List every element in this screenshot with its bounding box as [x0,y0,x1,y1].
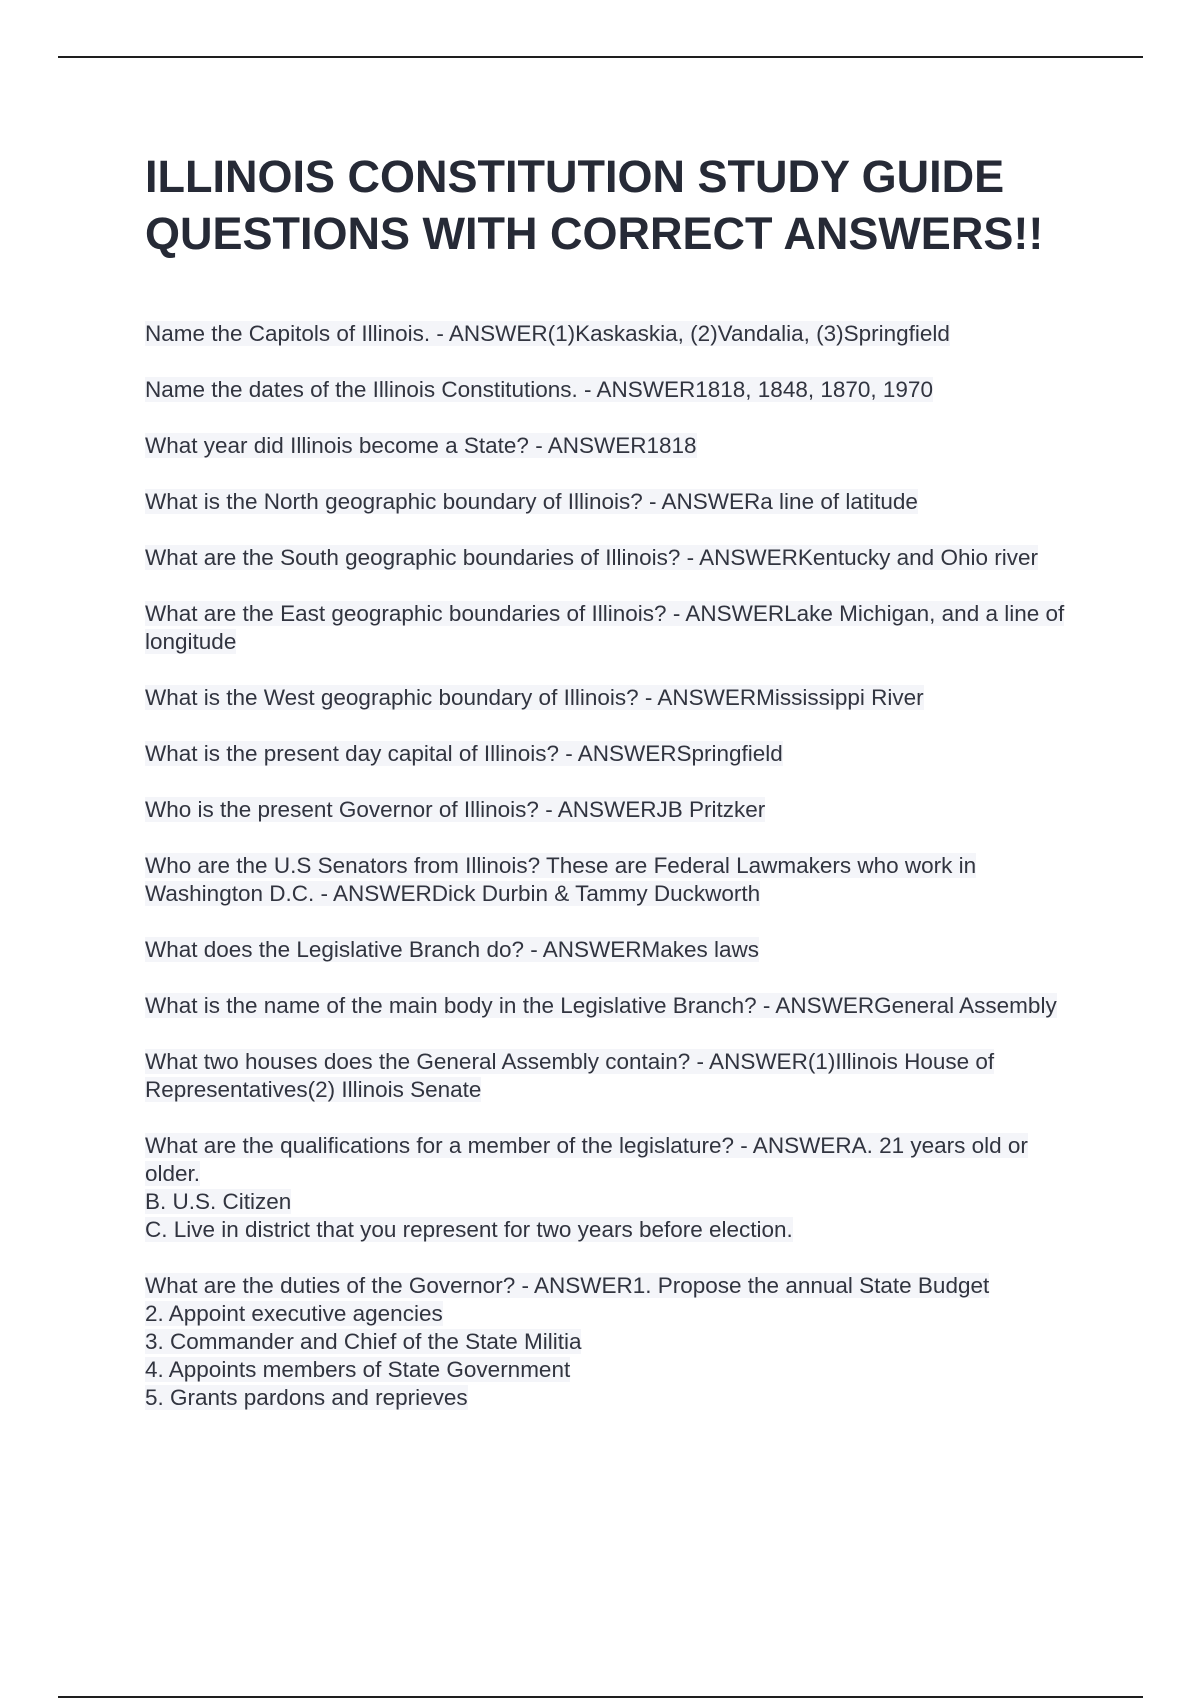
qa-text: What two houses does the General Assembly contain? - ANSWER(1)Illinois House of Representatives(2) Illinois Senate [145,1049,995,1102]
qa-text: 2. Appoint executive agencies [145,1301,443,1326]
qa-item [145,320,1065,348]
bottom-rule [58,1696,1143,1698]
qa-text: What year did Illinois become a State? - ANSWER1818 [145,433,697,458]
qa-item [145,432,1065,460]
qa-text: 3. Commander and Chief of the State Militia [145,1329,582,1354]
qa-item [145,936,1065,964]
qa-text: Who are the U.S Senators from Illinois? These are Federal Lawmakers who work in Washington D.C. - ANSWERDick Durbin & Tammy Duckworth [145,853,977,906]
qa-text: Name the dates of the Illinois Constitutions. - ANSWER1818, 1848, 1870, 1970 [145,377,933,402]
qa-item [145,992,1065,1020]
qa-list [145,320,1065,1412]
qa-text: 5. Grants pardons and reprieves [145,1385,468,1410]
qa-item [145,376,1065,404]
qa-text: What are the South geographic boundaries of Illinois? - ANSWERKentucky and Ohio river [145,545,1038,570]
qa-item [145,740,1065,768]
qa-item [145,1132,1065,1244]
qa-item [145,1272,1065,1412]
qa-text: What is the present day capital of Illinois? - ANSWERSpringfield [145,741,783,766]
qa-item [145,796,1065,824]
qa-item [145,852,1065,908]
qa-text: What is the name of the main body in the Legislative Branch? - ANSWERGeneral Assembly [145,993,1057,1018]
qa-item [145,600,1065,656]
qa-text: Who is the present Governor of Illinois? - ANSWERJB Pritzker [145,797,766,822]
document-body [145,148,1065,1440]
qa-text: 4. Appoints members of State Government [145,1357,571,1382]
qa-item [145,544,1065,572]
qa-item [145,684,1065,712]
top-rule [58,56,1143,58]
qa-text: What are the duties of the Governor? - ANSWER1. Propose the annual State Budget [145,1273,990,1298]
qa-text: What is the West geographic boundary of Illinois? - ANSWERMississippi River [145,685,924,710]
qa-text: Name the Capitols of Illinois. - ANSWER(1)Kaskaskia, (2)Vandalia, (3)Springfield [145,321,950,346]
qa-text: What does the Legislative Branch do? - ANSWERMakes laws [145,937,760,962]
qa-text: What is the North geographic boundary of Illinois? - ANSWERa line of latitude [145,489,918,514]
qa-text: What are the qualifications for a member of the legislature? - ANSWERA. 21 years old or older. [145,1133,1028,1186]
qa-text: What are the East geographic boundaries of Illinois? - ANSWERLake Michigan, and a line of longitude [145,601,1065,654]
qa-text: B. U.S. Citizen [145,1189,292,1214]
document-title: ILLINOIS CONSTITUTION STUDY GUIDE QUESTIONS WITH CORRECT ANSWERS!! [145,151,1044,259]
qa-item [145,1048,1065,1104]
qa-text: C. Live in district that you represent for two years before election. [145,1217,793,1242]
qa-item [145,488,1065,516]
